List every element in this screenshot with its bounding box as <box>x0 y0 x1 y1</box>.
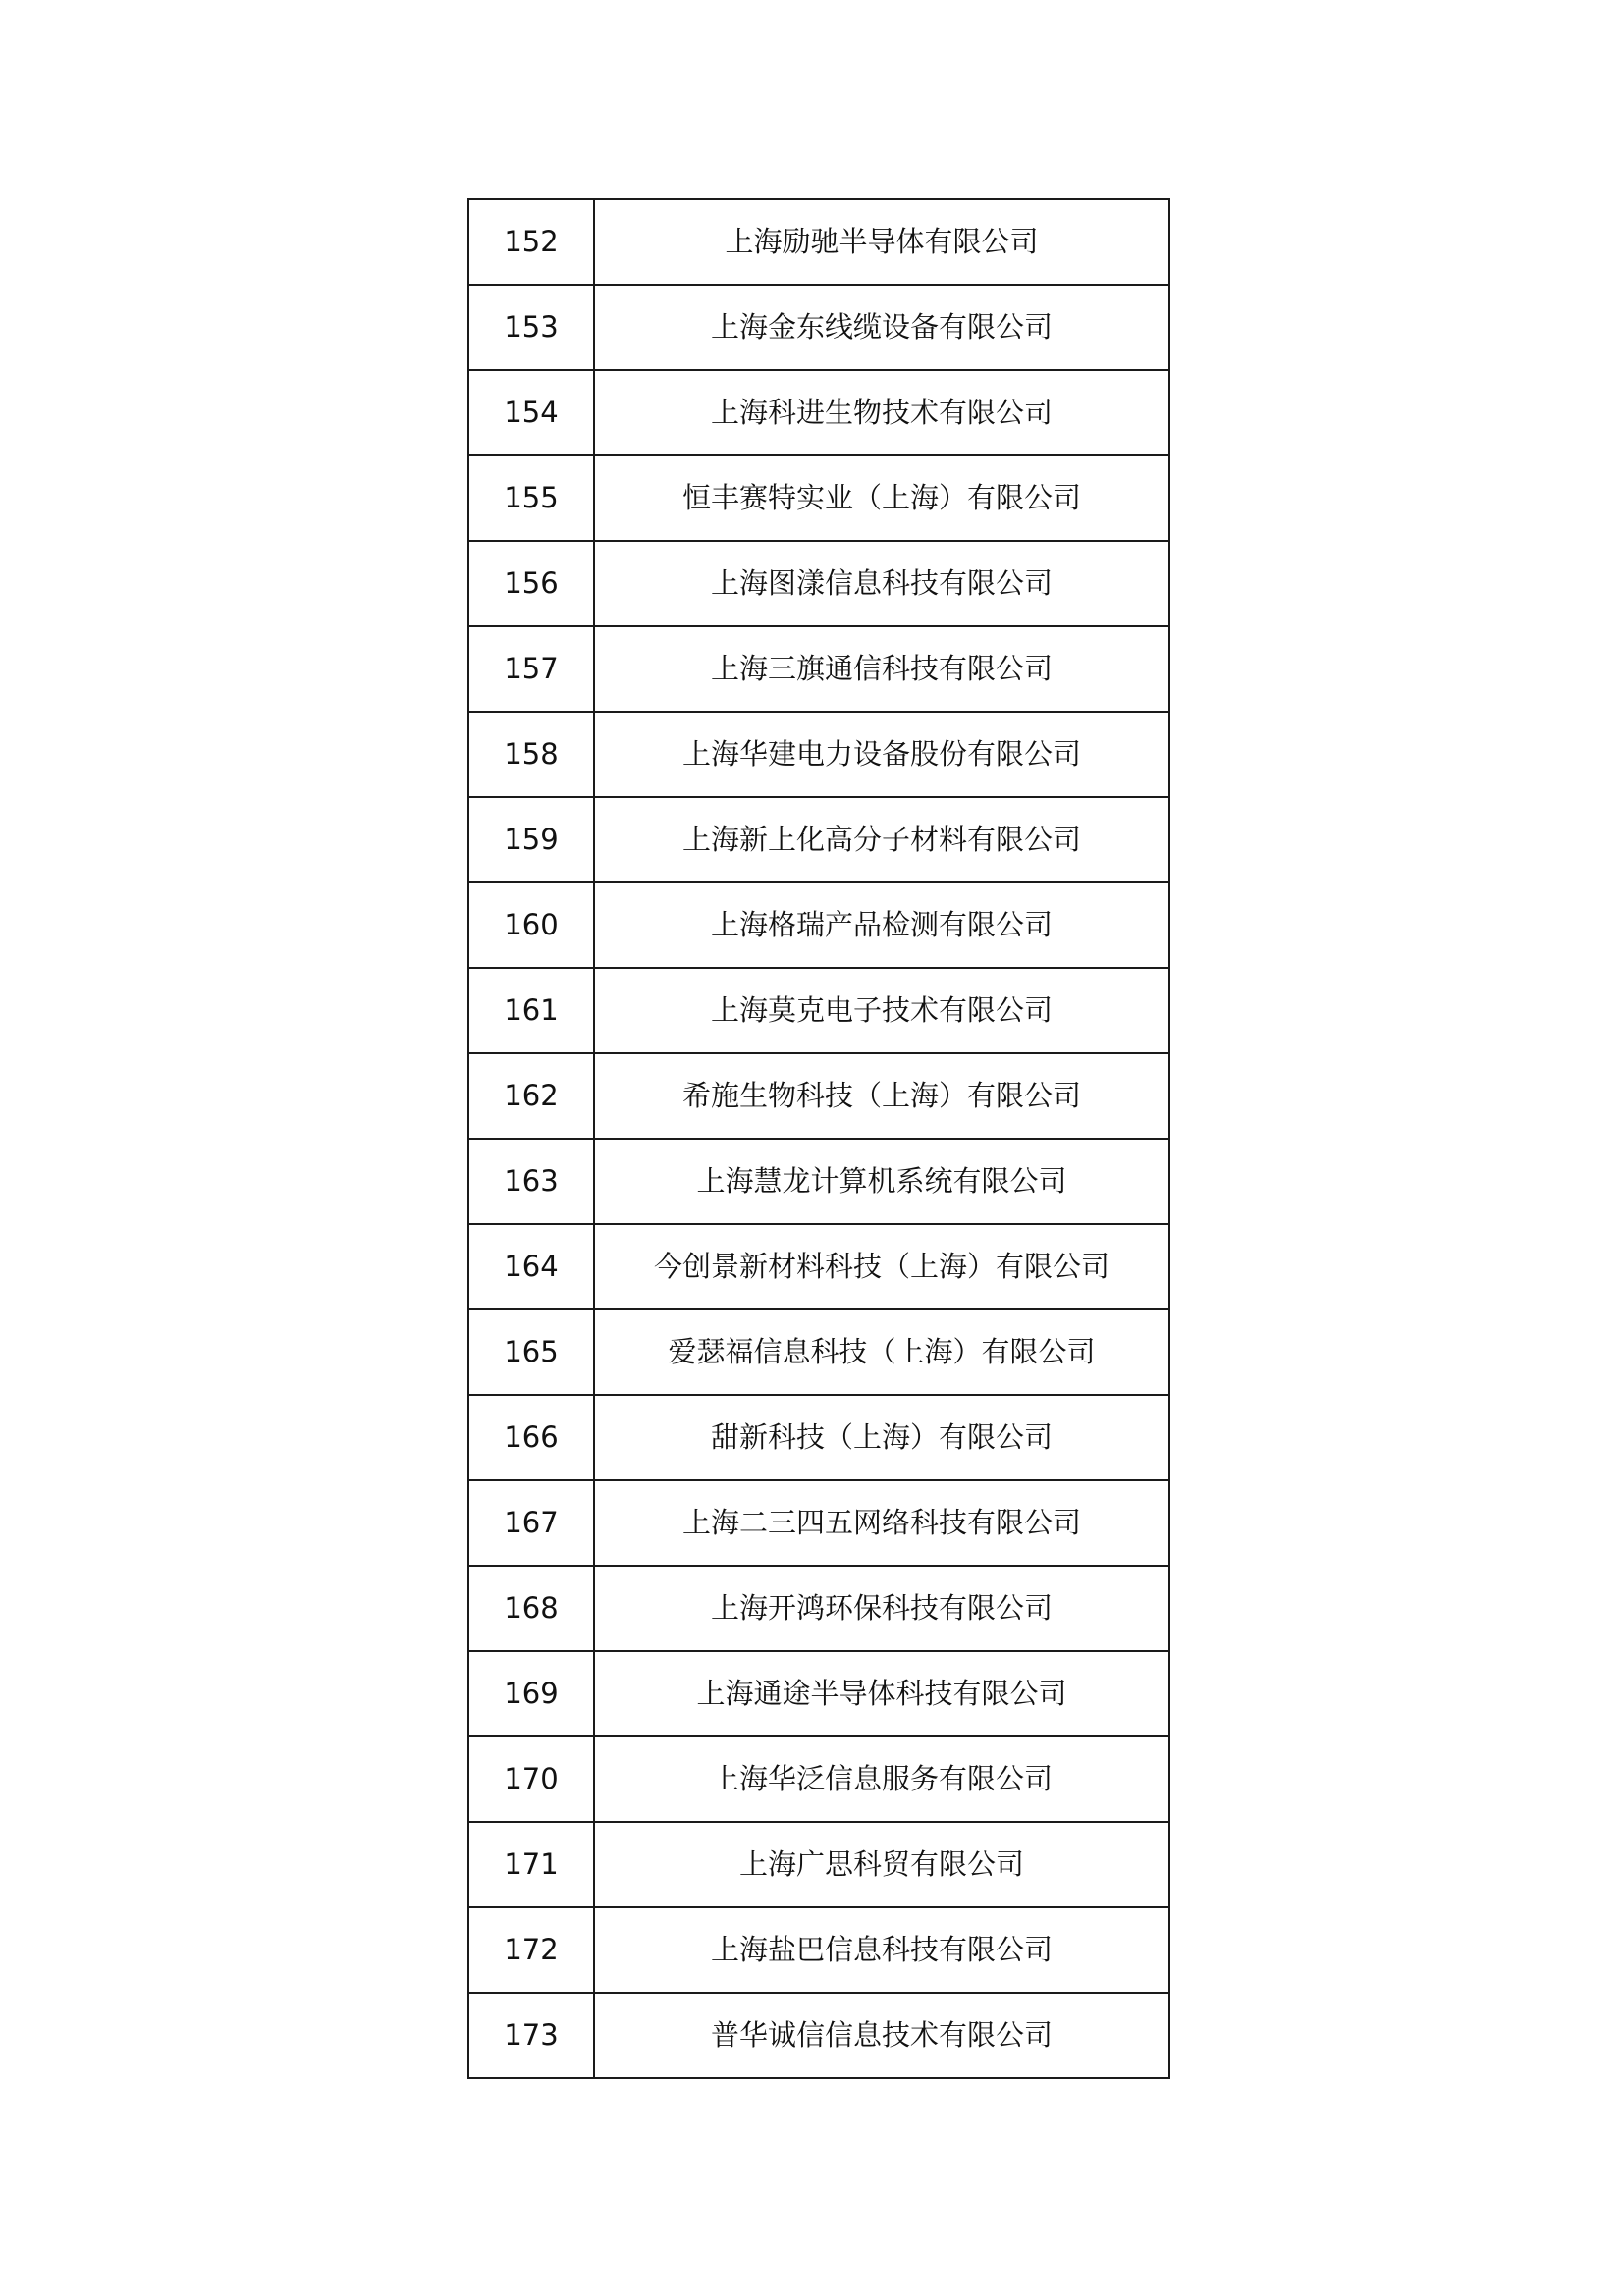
row-number: 155 <box>468 455 594 541</box>
table-row <box>468 370 1169 455</box>
company-name: 上海广思科贸有限公司 <box>594 1822 1169 1907</box>
company-name: 上海图漾信息科技有限公司 <box>594 541 1169 626</box>
table-row <box>468 1651 1169 1736</box>
row-number: 160 <box>468 882 594 968</box>
company-name: 爱瑟福信息科技（上海）有限公司 <box>594 1309 1169 1395</box>
company-list-table <box>467 198 1170 2079</box>
table-row <box>468 541 1169 626</box>
table-row <box>468 1566 1169 1651</box>
table-row <box>468 797 1169 882</box>
row-number: 152 <box>468 199 594 285</box>
company-name: 上海通途半导体科技有限公司 <box>594 1651 1169 1736</box>
row-number: 164 <box>468 1224 594 1309</box>
row-number: 173 <box>468 1993 594 2078</box>
table-row <box>468 1309 1169 1395</box>
table-row <box>468 1822 1169 1907</box>
table-row <box>468 1053 1169 1139</box>
company-name: 上海励驰半导体有限公司 <box>594 199 1169 285</box>
company-name: 上海莫克电子技术有限公司 <box>594 968 1169 1053</box>
table-row <box>468 455 1169 541</box>
company-name: 上海三旗通信科技有限公司 <box>594 626 1169 712</box>
table-row <box>468 1395 1169 1480</box>
row-number: 171 <box>468 1822 594 1907</box>
row-number: 172 <box>468 1907 594 1993</box>
table-row <box>468 199 1169 285</box>
row-number: 153 <box>468 285 594 370</box>
table-row <box>468 1224 1169 1309</box>
table-row <box>468 1993 1169 2078</box>
row-number: 158 <box>468 712 594 797</box>
row-number: 165 <box>468 1309 594 1395</box>
table-row <box>468 626 1169 712</box>
company-name: 希施生物科技（上海）有限公司 <box>594 1053 1169 1139</box>
row-number: 166 <box>468 1395 594 1480</box>
row-number: 170 <box>468 1736 594 1822</box>
company-name: 上海华建电力设备股份有限公司 <box>594 712 1169 797</box>
company-name: 上海二三四五网络科技有限公司 <box>594 1480 1169 1566</box>
row-number: 161 <box>468 968 594 1053</box>
row-number: 156 <box>468 541 594 626</box>
row-number: 167 <box>468 1480 594 1566</box>
row-number: 159 <box>468 797 594 882</box>
company-name: 上海开鸿环保科技有限公司 <box>594 1566 1169 1651</box>
table-row <box>468 1907 1169 1993</box>
company-name: 上海盐巴信息科技有限公司 <box>594 1907 1169 1993</box>
table-row <box>468 1139 1169 1224</box>
row-number: 157 <box>468 626 594 712</box>
table-row <box>468 712 1169 797</box>
company-name: 今创景新材料科技（上海）有限公司 <box>594 1224 1169 1309</box>
company-name: 上海格瑞产品检测有限公司 <box>594 882 1169 968</box>
table-row <box>468 1480 1169 1566</box>
table-row <box>468 882 1169 968</box>
company-name: 普华诚信信息技术有限公司 <box>594 1993 1169 2078</box>
company-name: 恒丰赛特实业（上海）有限公司 <box>594 455 1169 541</box>
row-number: 162 <box>468 1053 594 1139</box>
company-name: 甜新科技（上海）有限公司 <box>594 1395 1169 1480</box>
company-name: 上海新上化高分子材料有限公司 <box>594 797 1169 882</box>
row-number: 168 <box>468 1566 594 1651</box>
table-row <box>468 1736 1169 1822</box>
company-name: 上海科进生物技术有限公司 <box>594 370 1169 455</box>
company-list-body <box>468 199 1169 2078</box>
row-number: 163 <box>468 1139 594 1224</box>
company-name: 上海慧龙计算机系统有限公司 <box>594 1139 1169 1224</box>
row-number: 154 <box>468 370 594 455</box>
company-name: 上海金东线缆设备有限公司 <box>594 285 1169 370</box>
table-row <box>468 285 1169 370</box>
company-name: 上海华泛信息服务有限公司 <box>594 1736 1169 1822</box>
row-number: 169 <box>468 1651 594 1736</box>
table-row <box>468 968 1169 1053</box>
